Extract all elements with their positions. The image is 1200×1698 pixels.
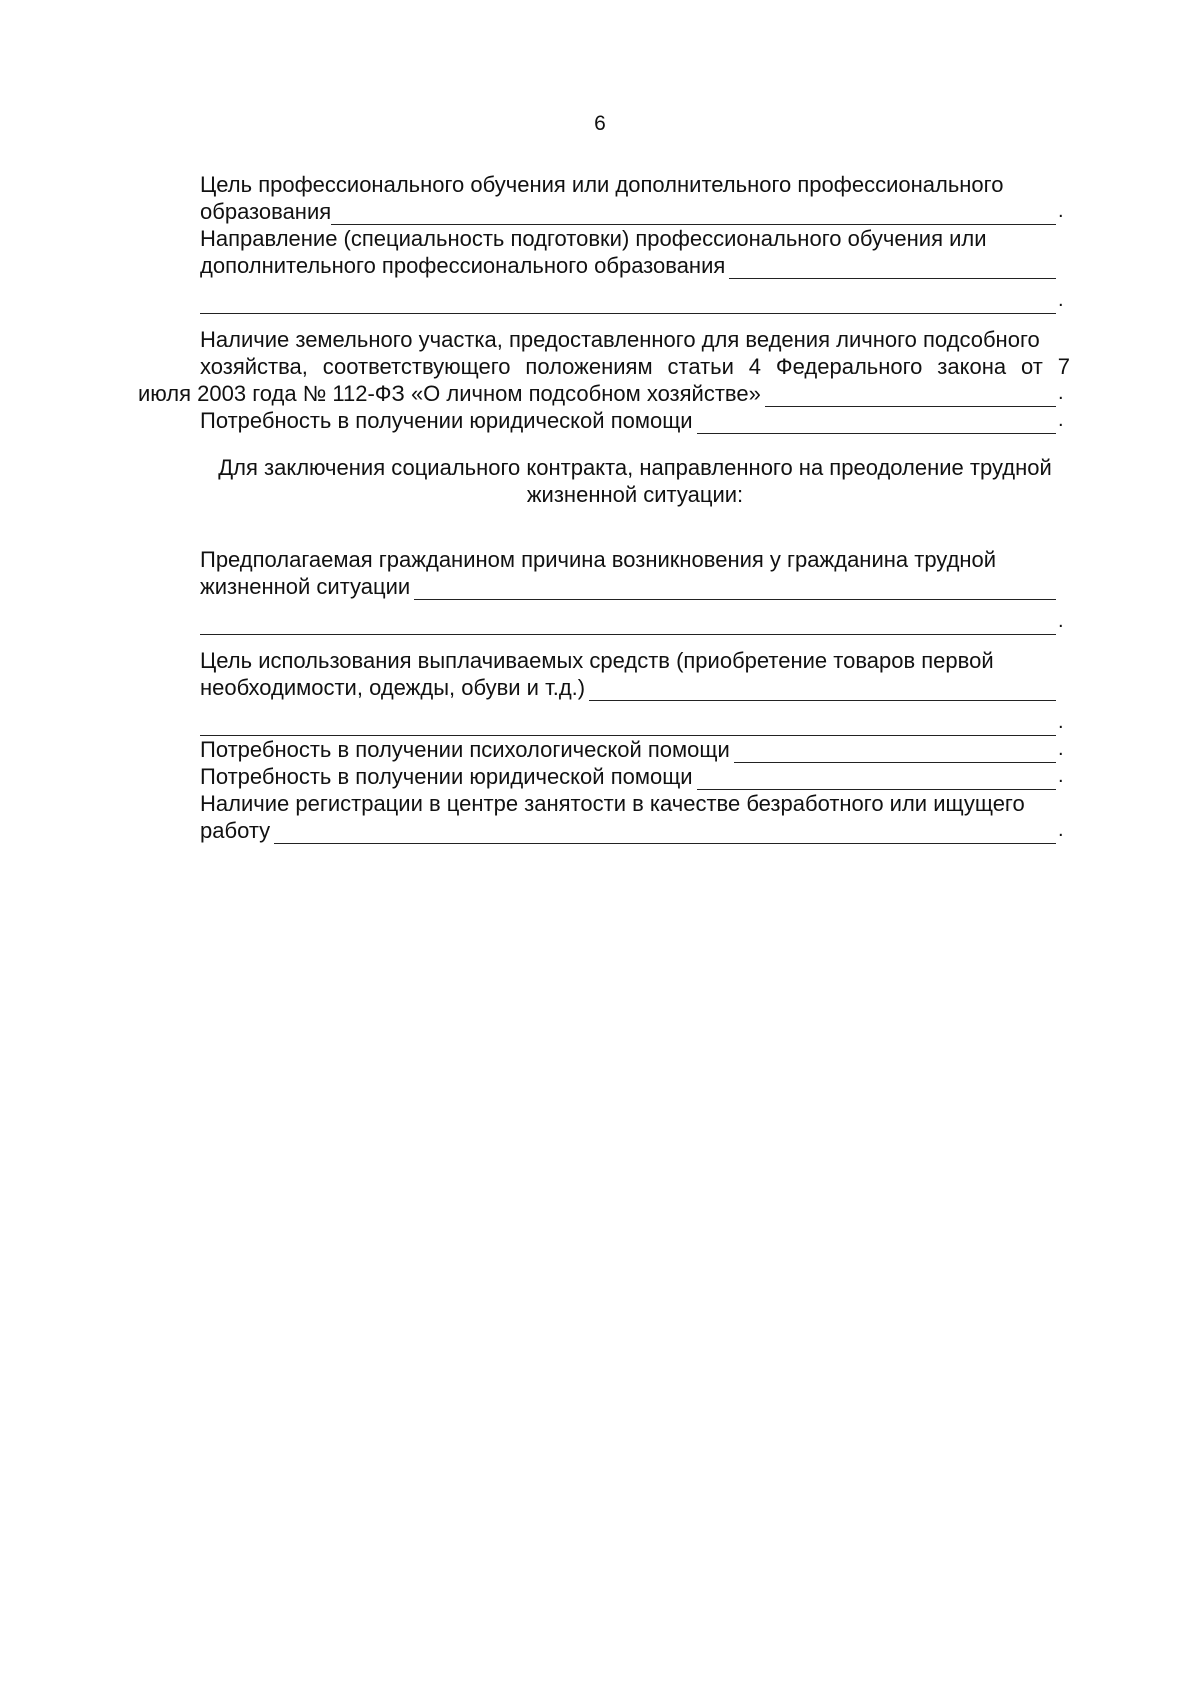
direction-label: Направление (специальность подготовки) профессионального обучения или (200, 226, 987, 251)
goal-line-2: образования . (200, 199, 1064, 224)
goal-line-1 (200, 171, 1070, 198)
land-label: Наличие земельного участка, предоставленного для ведения личного подсобного (200, 327, 1040, 352)
direction-line-1 (200, 225, 1070, 252)
land-line-2: хозяйства, соответствующего положениям статьи 4 Федерального закона от 7 (200, 354, 1070, 379)
land-line-1 (200, 326, 1070, 353)
form-body (138, 171, 1070, 844)
employment-field[interactable] (274, 823, 1056, 844)
psych-help-label: Потребность в получении психологической помощи (200, 737, 730, 762)
psych-help-line: Потребность в получении психологической помощи . (200, 737, 1064, 762)
reason-field[interactable] (414, 579, 1056, 600)
psych-help-field[interactable] (734, 742, 1056, 763)
direction-line-2: дополнительного профессионального образования (200, 252, 1070, 279)
employment-line-2: работу . (200, 818, 1064, 843)
direction-line-3: . (200, 287, 1070, 314)
land-line-3: июля 2003 года № 112-ФЗ «О личном подсобном хозяйстве» . (138, 381, 1064, 406)
funds-label: Цель использования выплачиваемых средств (приобретение товаров первой (200, 648, 994, 673)
funds-line-2: необходимости, одежды, обуви и т.д.) (200, 674, 1070, 701)
reason-line-3: . (200, 608, 1070, 635)
direction-field[interactable] (729, 258, 1056, 279)
section-b-heading: Для заключения социального контракта, направленного на преодоление трудной жизненной ситуации: (218, 455, 1052, 507)
legal-help-field-a[interactable] (697, 413, 1056, 434)
goal-field[interactable] (331, 204, 1056, 225)
legal-help-line-b: Потребность в получении юридической помощи . (200, 764, 1064, 789)
direction-field-continued[interactable] (200, 293, 1056, 314)
employment-label: Наличие регистрации в центре занятости в качестве безработного или ищущего (200, 791, 1025, 816)
legal-help-line-a: Потребность в получении юридической помощи . (200, 408, 1064, 433)
funds-field[interactable] (589, 680, 1056, 701)
funds-field-continued[interactable] (200, 715, 1056, 736)
legal-help-label-a: Потребность в получении юридической помощи (200, 408, 693, 433)
funds-line-1 (200, 647, 1070, 674)
reason-line-1 (200, 546, 1070, 573)
land-field[interactable] (765, 386, 1056, 407)
legal-help-field-b[interactable] (697, 769, 1056, 790)
reason-field-continued[interactable] (200, 614, 1056, 635)
reason-label: Предполагаемая гражданином причина возникновения у гражданина трудной (200, 547, 997, 572)
legal-help-label-b: Потребность в получении юридической помощи (200, 764, 693, 789)
goal-label: Цель профессионального обучения или дополнительного профессионального (200, 172, 1004, 197)
page-number: 6 (594, 112, 606, 135)
reason-line-2: жизненной ситуации (200, 573, 1070, 600)
funds-line-3: . (200, 709, 1070, 736)
employment-line-1 (200, 790, 1070, 817)
